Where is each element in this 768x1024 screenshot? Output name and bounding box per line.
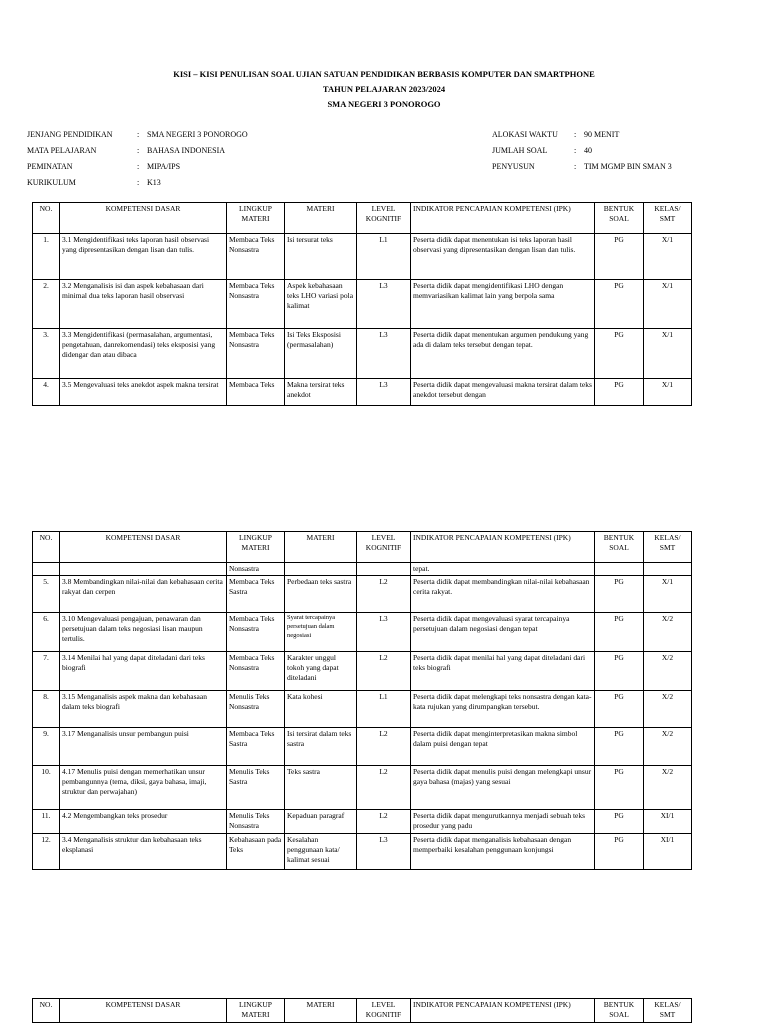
cell-level: L2 bbox=[357, 728, 411, 766]
cell-kelas: X/2 bbox=[644, 691, 692, 728]
cell-kelas: X/2 bbox=[644, 652, 692, 691]
cell-kd: 3.14 Menilai hal yang dapat diteladani dari teks biografi bbox=[60, 652, 227, 691]
cell-no: 12. bbox=[33, 834, 60, 870]
cell-kd: 3.1 Mengidentifikasi teks laporan hasil observasi yang dipresentasikan dengan lisan dan tulis. bbox=[60, 234, 227, 280]
meta-sep: : bbox=[137, 178, 140, 187]
cell-bentuk: PG bbox=[595, 576, 644, 613]
cell-level: L3 bbox=[357, 379, 411, 406]
table-row bbox=[33, 834, 692, 870]
cell-bentuk: PG bbox=[595, 652, 644, 691]
table-header-row bbox=[33, 532, 692, 563]
cell-kelas: X/2 bbox=[644, 613, 692, 652]
cell-materi: Aspek kebahasaan teks LHO variasi pola kalimat bbox=[285, 280, 357, 329]
cell-lingkup: Membaca Teks Nonsastra bbox=[227, 234, 285, 280]
cell-kelas: X/1 bbox=[644, 234, 692, 280]
cell-kd: 3.15 Menganalisis aspek makna dan kebahasaan dalam teks biografi bbox=[60, 691, 227, 728]
cell-level: L1 bbox=[357, 234, 411, 280]
col-header-bentuk: BENTUK SOAL bbox=[595, 532, 644, 563]
table-row bbox=[33, 280, 692, 329]
cell-bentuk: PG bbox=[595, 834, 644, 870]
meta-sep: : bbox=[137, 146, 140, 155]
meta-label: MATA PELAJARAN bbox=[27, 146, 97, 155]
kisi-table-3 bbox=[32, 998, 692, 1023]
col-header-lingkup: LINGKUP MATERI bbox=[227, 203, 285, 234]
cell-lingkup: Membaca Teks Sastra bbox=[227, 576, 285, 613]
doc-title: KISI – KISI PENULISAN SOAL UJIAN SATUAN PENDIDIKAN BERBASIS KOMPUTER DAN SMARTPHONE bbox=[173, 69, 595, 79]
col-header-level: LEVEL KOGNITIF bbox=[357, 999, 411, 1023]
col-header-materi: MATERI bbox=[285, 999, 357, 1023]
meta-sep: : bbox=[574, 146, 577, 155]
cell-no: 1. bbox=[33, 234, 60, 280]
cell-materi: Kepaduan paragraf bbox=[285, 810, 357, 834]
col-header-ipk: INDIKATOR PENCAPAIAN KOMPETENSI (IPK) bbox=[411, 532, 595, 563]
col-header-ipk: INDIKATOR PENCAPAIAN KOMPETENSI (IPK) bbox=[411, 203, 595, 234]
cell-lingkup: Membaca Teks Nonsastra bbox=[227, 613, 285, 652]
cell-kelas: X/1 bbox=[644, 576, 692, 613]
meta-sep: : bbox=[574, 162, 577, 171]
col-header-bentuk: BENTUK SOAL bbox=[595, 203, 644, 234]
table-header-row bbox=[33, 999, 692, 1023]
cell-kelas: X/1 bbox=[644, 280, 692, 329]
meta-value: SMA NEGERI 3 PONOROGO bbox=[147, 130, 248, 139]
cell-ipk: Peserta didik dapat mengidentifikasi LHO dengan memvariasikan kalimat lain yang berpola sama bbox=[411, 280, 595, 329]
cell-bentuk: PG bbox=[595, 234, 644, 280]
table-row bbox=[33, 810, 692, 834]
cell-materi: Perbedaan teks sastra bbox=[285, 576, 357, 613]
meta-value: MIPA/IPS bbox=[147, 162, 181, 171]
meta-label: JUMLAH SOAL bbox=[492, 146, 548, 155]
cell-ipk: Peserta didik dapat menentukan isi teks laporan hasil observasi yang dipresentasikan dengan lisan dan tulis. bbox=[411, 234, 595, 280]
cell-kelas: X/2 bbox=[644, 766, 692, 810]
meta-value: TIM MGMP BIN SMAN 3 bbox=[584, 162, 672, 171]
col-header-level: LEVEL KOGNITIF bbox=[357, 532, 411, 563]
cell-level: L1 bbox=[357, 691, 411, 728]
cell-kd: 4.2 Mengembangkan teks prosedur bbox=[60, 810, 227, 834]
cell-ipk: Peserta didik dapat membandingkan nilai-nilai kebahasaan cerita rakyat. bbox=[411, 576, 595, 613]
cell-materi: Syarat tercapainya persetujuan dalam negosiasi bbox=[285, 613, 357, 652]
cell-kelas: XI/1 bbox=[644, 834, 692, 870]
cell-kd: 3.4 Menganalisis struktur dan kebahasaan teks eksplanasi bbox=[60, 834, 227, 870]
cell-kd: 3.8 Membandingkan nilai-nilai dan kebahasaan cerita rakyat dan cerpen bbox=[60, 576, 227, 613]
cell-no: 2. bbox=[33, 280, 60, 329]
table-row bbox=[33, 652, 692, 691]
meta-value: 40 bbox=[584, 146, 592, 155]
col-header-no: NO. bbox=[33, 999, 60, 1023]
cell-level: L3 bbox=[357, 329, 411, 379]
cell-lingkup: Kebahasaan pada Teks bbox=[227, 834, 285, 870]
cell-lingkup: Membaca Teks Nonsastra bbox=[227, 652, 285, 691]
cell-bentuk bbox=[595, 563, 644, 576]
cell-materi bbox=[285, 563, 357, 576]
cell-level: L2 bbox=[357, 652, 411, 691]
cell-bentuk: PG bbox=[595, 691, 644, 728]
kisi-table-2 bbox=[32, 531, 692, 870]
cell-level bbox=[357, 563, 411, 576]
doc-school: SMA NEGERI 3 PONOROGO bbox=[327, 99, 441, 109]
meta-label: KURIKULUM bbox=[27, 178, 76, 187]
cell-bentuk: PG bbox=[595, 379, 644, 406]
col-header-lingkup: LINGKUP MATERI bbox=[227, 999, 285, 1023]
cell-no: 7. bbox=[33, 652, 60, 691]
cell-level: L3 bbox=[357, 613, 411, 652]
col-header-bentuk: BENTUK SOAL bbox=[595, 999, 644, 1023]
table-row bbox=[33, 576, 692, 613]
meta-label: JENJANG PENDIDIKAN bbox=[27, 130, 113, 139]
meta-sep: : bbox=[137, 162, 140, 171]
cell-ipk: tepat. bbox=[411, 563, 595, 576]
cell-materi: Kesalahan penggunaan kata/ kalimat sesuai bbox=[285, 834, 357, 870]
cell-ipk: Peserta didik dapat menulis puisi dengan melengkapi unsur gaya bahasa (majas) yang sesuai bbox=[411, 766, 595, 810]
table-row bbox=[33, 329, 692, 379]
cell-kelas: X/1 bbox=[644, 379, 692, 406]
cell-level: L3 bbox=[357, 280, 411, 329]
cell-no: 11. bbox=[33, 810, 60, 834]
table-row bbox=[33, 379, 692, 406]
cell-level: L2 bbox=[357, 766, 411, 810]
cell-materi: Isi Teks Eksposisi (permasalahan) bbox=[285, 329, 357, 379]
cell-kd: 3.17 Menganalisis unsur pembangun puisi bbox=[60, 728, 227, 766]
cell-no: 9. bbox=[33, 728, 60, 766]
cell-kelas: X/2 bbox=[644, 728, 692, 766]
cell-kd bbox=[60, 563, 227, 576]
cell-ipk: Peserta didik dapat melengkapi teks nonsastra dengan kata-kata rujukan yang dirumpangkan tersebut. bbox=[411, 691, 595, 728]
cell-materi: Isi tersurat teks bbox=[285, 234, 357, 280]
cell-no: 8. bbox=[33, 691, 60, 728]
col-header-materi: MATERI bbox=[285, 203, 357, 234]
cell-bentuk: PG bbox=[595, 766, 644, 810]
cell-materi: Makna tersirat teks anekdot bbox=[285, 379, 357, 406]
cell-kelas: X/1 bbox=[644, 329, 692, 379]
cell-ipk: Peserta didik dapat mengurutkannya menjadi sebuah teks prosedur yang padu bbox=[411, 810, 595, 834]
cell-ipk: Peserta didik dapat menginterpretasikan makna simbol dalam puisi dengan tepat bbox=[411, 728, 595, 766]
cell-lingkup: Menulis Teks Nonsastra bbox=[227, 691, 285, 728]
col-header-no: NO. bbox=[33, 203, 60, 234]
meta-sep: : bbox=[137, 130, 140, 139]
meta-label: PEMINATAN bbox=[27, 162, 73, 171]
col-header-no: NO. bbox=[33, 532, 60, 563]
col-header-kd: KOMPETENSI DASAR bbox=[60, 203, 227, 234]
cell-kd: 3.3 Mengidentifikasi (permasalahan, argumentasi, pengetahuan, danrekomendasi) teks eksposisi yang didengar dan atau dibaca bbox=[60, 329, 227, 379]
cell-lingkup: Menulis Teks Nonsastra bbox=[227, 810, 285, 834]
col-header-kelas: KELAS/ SMT bbox=[644, 532, 692, 563]
cell-kelas bbox=[644, 563, 692, 576]
cell-kd: 3.5 Mengevaluasi teks anekdot aspek makna tersirat bbox=[60, 379, 227, 406]
cell-no: 6. bbox=[33, 613, 60, 652]
cell-kd: 3.2 Menganalisis isi dan aspek kebahasaan dari minimal dua teks laporan hasil observasi bbox=[60, 280, 227, 329]
cell-ipk: Peserta didik dapat menentukan argumen pendukung yang ada di dalam teks tersebut dengan tepat. bbox=[411, 329, 595, 379]
cell-no: 4. bbox=[33, 379, 60, 406]
meta-sep: : bbox=[574, 130, 577, 139]
cell-lingkup: Membaca Teks Sastra bbox=[227, 728, 285, 766]
cell-bentuk: PG bbox=[595, 280, 644, 329]
cell-kd: 3.10 Mengevaluasi pengajuan, penawaran dan persetujuan dalam teks negosiasi lisan maupun tertulis. bbox=[60, 613, 227, 652]
kisi-table-1 bbox=[32, 202, 692, 406]
table-header-row bbox=[33, 203, 692, 234]
table-row bbox=[33, 234, 692, 280]
cell-ipk: Peserta didik dapat mengevaluasi makna tersirat dalam teks anekdot tersebut dengan bbox=[411, 379, 595, 406]
col-header-kelas: KELAS/ SMT bbox=[644, 203, 692, 234]
meta-label: PENYUSUN bbox=[492, 162, 535, 171]
cell-materi: Kata kohesi bbox=[285, 691, 357, 728]
cell-bentuk: PG bbox=[595, 329, 644, 379]
meta-value: K13 bbox=[147, 178, 161, 187]
col-header-kd: KOMPETENSI DASAR bbox=[60, 999, 227, 1023]
cell-level: L3 bbox=[357, 834, 411, 870]
col-header-kd: KOMPETENSI DASAR bbox=[60, 532, 227, 563]
meta-value: 90 MENIT bbox=[584, 130, 620, 139]
cell-materi: Teks sastra bbox=[285, 766, 357, 810]
cell-lingkup: Menulis Teks Sastra bbox=[227, 766, 285, 810]
cell-no: 5. bbox=[33, 576, 60, 613]
cell-bentuk: PG bbox=[595, 613, 644, 652]
cell-kelas: XI/1 bbox=[644, 810, 692, 834]
cell-ipk: Peserta didik dapat mengevaluasi syarat tercapainya persetujuan dalam negosiasi dengan tepat bbox=[411, 613, 595, 652]
cell-ipk: Peserta didik dapat menilai hal yang dapat diteladani dari teks biografi bbox=[411, 652, 595, 691]
table-row bbox=[33, 613, 692, 652]
cell-lingkup: Nonsastra bbox=[227, 563, 285, 576]
cell-lingkup: Membaca Teks Nonsastra bbox=[227, 280, 285, 329]
cell-bentuk: PG bbox=[595, 810, 644, 834]
cell-materi: Isi tersirat dalam teks sastra bbox=[285, 728, 357, 766]
cell-level: L2 bbox=[357, 576, 411, 613]
cell-ipk: Peserta didik dapat menganalisis kebahasaan dengan memperbaiki kesalahan penggunaan konjungsi bbox=[411, 834, 595, 870]
col-header-materi: MATERI bbox=[285, 532, 357, 563]
col-header-ipk: INDIKATOR PENCAPAIAN KOMPETENSI (IPK) bbox=[411, 999, 595, 1023]
table-row-continuation bbox=[33, 563, 692, 576]
table-row bbox=[33, 728, 692, 766]
col-header-kelas: KELAS/ SMT bbox=[644, 999, 692, 1023]
table-row bbox=[33, 691, 692, 728]
cell-no bbox=[33, 563, 60, 576]
meta-label: ALOKASI WAKTU bbox=[492, 130, 558, 139]
cell-level: L2 bbox=[357, 810, 411, 834]
cell-materi: Karakter unggul tokoh yang dapat diteladani bbox=[285, 652, 357, 691]
cell-no: 3. bbox=[33, 329, 60, 379]
col-header-lingkup: LINGKUP MATERI bbox=[227, 532, 285, 563]
cell-no: 10. bbox=[33, 766, 60, 810]
col-header-level: LEVEL KOGNITIF bbox=[357, 203, 411, 234]
table-row bbox=[33, 766, 692, 810]
doc-year: TAHUN PELAJARAN 2023/2024 bbox=[322, 84, 446, 94]
cell-lingkup: Membaca Teks Nonsastra bbox=[227, 329, 285, 379]
cell-bentuk: PG bbox=[595, 728, 644, 766]
cell-kd: 4.17 Menulis puisi dengan memerhatikan unsur pembangunnya (tema, diksi, gaya bahasa, imaji, struktur dan perwajahan) bbox=[60, 766, 227, 810]
cell-lingkup: Membaca Teks bbox=[227, 379, 285, 406]
meta-value: BAHASA INDONESIA bbox=[147, 146, 226, 155]
